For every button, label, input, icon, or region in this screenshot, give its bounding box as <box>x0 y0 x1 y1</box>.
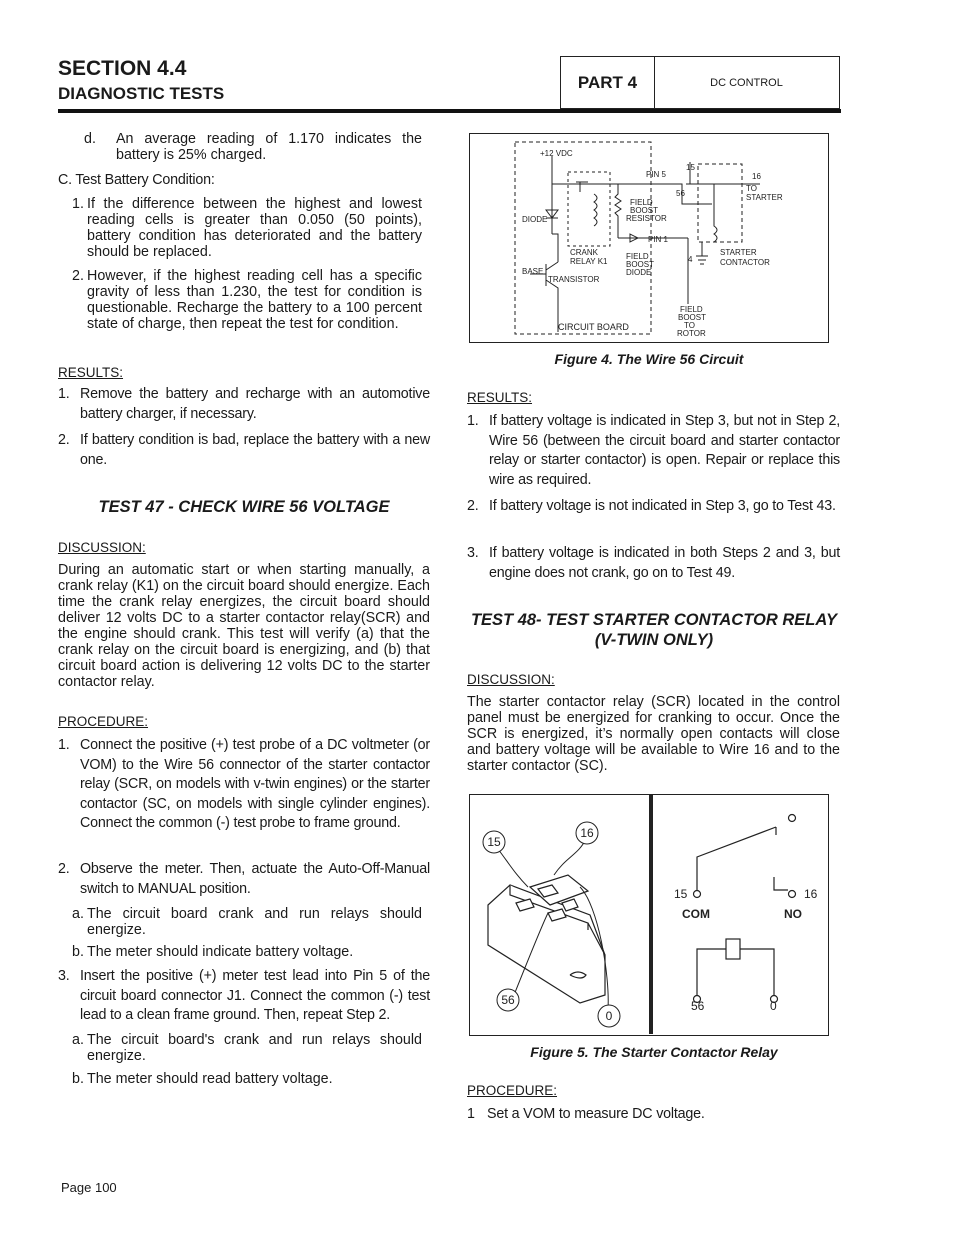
label-wire-56: 56 <box>676 189 685 198</box>
item-number: 1. <box>72 196 84 212</box>
item-number: a. <box>72 1032 84 1048</box>
item-number: b. <box>72 1071 84 1087</box>
procedure-label: PROCEDURE: <box>58 714 149 729</box>
label-transistor: TRANSISTOR <box>548 275 600 284</box>
figure-4-caption: Figure 4. The Wire 56 Circuit <box>554 351 744 367</box>
discussion-text-right: The starter contactor relay (SCR) located in the control panel must be energized for cranking to occur. Once the SCR is energized, it’s normally open contacts will close and battery voltage will be available to Wire 16 and to the starter contactor (SC). <box>467 694 840 774</box>
label-resistor: RESISTOR <box>626 214 667 223</box>
schematic-no: NO <box>784 907 802 921</box>
item-number: a. <box>72 906 84 922</box>
label-wire-4: 4 <box>688 255 693 264</box>
item-number: 1. <box>58 386 70 402</box>
item-number: 2. <box>72 268 84 284</box>
test-48-heading <box>462 610 846 650</box>
callout-0: 0 <box>605 1009 613 1023</box>
item-number: 3. <box>58 968 70 984</box>
item-text: If battery voltage is indicated in both Steps 2 and 3, but engine does not crank, go on to Test 49. <box>489 545 840 581</box>
list-item <box>58 860 430 900</box>
item-text: Set a VOM to measure DC voltage. <box>487 1106 705 1122</box>
callout-56: 56 <box>501 993 515 1007</box>
label-starter: STARTER <box>746 193 783 202</box>
section-title: SECTION 4.4 <box>58 57 187 80</box>
item-number: 1. <box>467 413 479 429</box>
list-item <box>58 431 430 471</box>
list-item <box>72 1032 422 1066</box>
discussion-label: DISCUSSION: <box>58 540 146 555</box>
label-wire-15: 15 <box>686 163 695 172</box>
schematic-56: 56 <box>691 999 705 1013</box>
figure-5-caption: Figure 5. The Starter Contactor Relay <box>530 1044 778 1060</box>
list-item <box>58 967 430 1027</box>
item-text: If the difference between the highest and lowest reading cells is greater than 0.050 (50 points), battery condition has deteriorated and the battery should be replaced. <box>87 196 422 260</box>
label-fbr-to: TO <box>684 321 695 330</box>
label-fb-field: FIELD <box>626 252 649 261</box>
item-text: An average reading of 1.170 indicates the battery is 25% charged. <box>116 131 422 163</box>
item-number: 1. <box>58 737 70 753</box>
test-battery-condition-heading: C. Test Battery Condition: <box>58 172 215 188</box>
schematic-0: 0 <box>770 999 777 1013</box>
item-text: If battery voltage is indicated in Step 3, but not in Step 2, Wire 56 (between the circuit board and starter contactor relay or starter contactor) is open. Repair or replace this wire as required. <box>489 413 840 488</box>
item-text: The circuit board's crank and run relays should energize. <box>87 1032 422 1064</box>
list-item <box>72 268 422 350</box>
label-sc-contactor: CONTACTOR <box>720 258 770 267</box>
list-item <box>467 1105 840 1125</box>
list-item <box>58 385 430 425</box>
label-field: FIELD <box>630 198 653 207</box>
test-48-heading-line2: (V-TWIN ONLY) <box>594 631 714 649</box>
label-crank: CRANK <box>570 248 599 257</box>
figure-4-wire-56-circuit <box>469 133 829 343</box>
label-sc-starter: STARTER <box>720 248 757 257</box>
label-base: BASE <box>522 267 544 276</box>
list-item <box>72 906 422 940</box>
schematic-16: 16 <box>804 887 818 901</box>
list-item <box>467 412 840 492</box>
test-48-heading-line1: TEST 48- TEST STARTER CONTACTOR RELAY <box>470 611 838 629</box>
item-text: The circuit board crank and run relays should energize. <box>87 906 422 938</box>
procedure-label-right: PROCEDURE: <box>467 1083 558 1098</box>
item-text: However, if the highest reading cell has a specific gravity of less than 1.230, the test for condition is questionable. Recharge the battery to a 100 percent state of charge, then repeat the test for condition. <box>87 268 422 332</box>
item-text: If battery voltage is not indicated in Step 3, go to Test 43. <box>489 498 836 514</box>
label-circuit-board: CIRCUIT BOARD <box>558 322 629 332</box>
results-label: RESULTS: <box>58 365 124 380</box>
wire-56-circuit-diagram <box>470 134 827 341</box>
list-item <box>72 1071 422 1089</box>
callout-15: 15 <box>487 835 501 849</box>
starter-contactor-relay-diagram <box>470 795 827 1034</box>
test-47-heading: TEST 47 - CHECK WIRE 56 VOLTAGE <box>98 498 390 516</box>
list-item-d <box>84 131 422 165</box>
item-text: The meter should read battery voltage. <box>87 1071 333 1087</box>
label-fbr-field: FIELD <box>680 305 703 314</box>
label-fb-diode: DIODE <box>626 268 652 277</box>
item-text: Remove the battery and recharge with an automotive battery charger, if necessary. <box>80 386 430 422</box>
label-pin1: PIN 1 <box>648 235 669 244</box>
item-number: 3. <box>467 545 479 561</box>
label-pin5: PIN 5 <box>646 170 667 179</box>
discussion-text: During an automatic start or when starting manually, a crank relay (K1) on the circuit board should energize. Each time the crank relay energizes, the circuit board should deliver 12 volts DC to a starter contactor relay(SCR) and the engine should crank. This test will verify (a) that the crank relay on the circuit board is energizing, and (b) that circuit board action is delivering 12 volts DC to the starter contactor relay. <box>58 562 430 690</box>
figure-5-starter-contactor-relay <box>469 794 829 1036</box>
label-12vdc: +12 VDC <box>540 149 573 158</box>
page-number: Page 100 <box>61 1180 117 1195</box>
header-rule <box>58 109 841 113</box>
item-number: 2. <box>58 861 70 877</box>
item-text: Connect the positive (+) test probe of a DC voltmeter (or VOM) to the Wire 56 connector of the starter contactor relay (SCR, on models with v-twin engines) or the starter contactor (SC, on models with single cylinder engines). Connect the common (-) test probe to frame ground. <box>80 737 430 831</box>
label-fb-boost: BOOST <box>626 260 655 269</box>
label-to: TO <box>746 184 757 193</box>
item-number: d. <box>84 131 96 147</box>
item-number: 2. <box>58 432 70 448</box>
chapter-label: DC CONTROL <box>710 76 783 89</box>
list-item <box>467 544 840 584</box>
list-item <box>72 196 422 262</box>
header-part-box <box>560 56 840 109</box>
label-relay-k1: RELAY K1 <box>570 257 608 266</box>
label-fbr-rotor: ROTOR <box>677 329 706 338</box>
item-text: Observe the meter. Then, actuate the Auto-Off-Manual switch to MANUAL position. <box>80 861 430 897</box>
schematic-15: 15 <box>674 887 688 901</box>
list-item <box>72 944 422 962</box>
schematic-com: COM <box>682 907 710 921</box>
item-number: 2. <box>467 498 479 514</box>
label-diode: DIODE <box>522 215 548 224</box>
item-number: b. <box>72 944 84 960</box>
item-text: The meter should indicate battery voltage. <box>87 944 354 960</box>
part-label: PART 4 <box>561 57 655 108</box>
item-text: If battery condition is bad, replace the battery with a new one. <box>80 432 430 468</box>
list-item <box>467 497 840 537</box>
label-wire-16: 16 <box>752 172 761 181</box>
list-item <box>58 736 430 854</box>
callout-16: 16 <box>580 826 594 840</box>
section-subtitle: DIAGNOSTIC TESTS <box>58 84 225 103</box>
item-number: 1 <box>467 1106 475 1122</box>
label-fbr-boost: BOOST <box>678 313 707 322</box>
label-boost: BOOST <box>630 206 659 215</box>
discussion-label-right: DISCUSSION: <box>467 672 555 687</box>
results-label-right: RESULTS: <box>467 390 533 405</box>
item-text: Insert the positive (+) meter test lead into Pin 5 of the circuit board connector J1. Connect the common (-) test lead to a clean frame ground. Then, repeat Step 2. <box>80 968 430 1023</box>
